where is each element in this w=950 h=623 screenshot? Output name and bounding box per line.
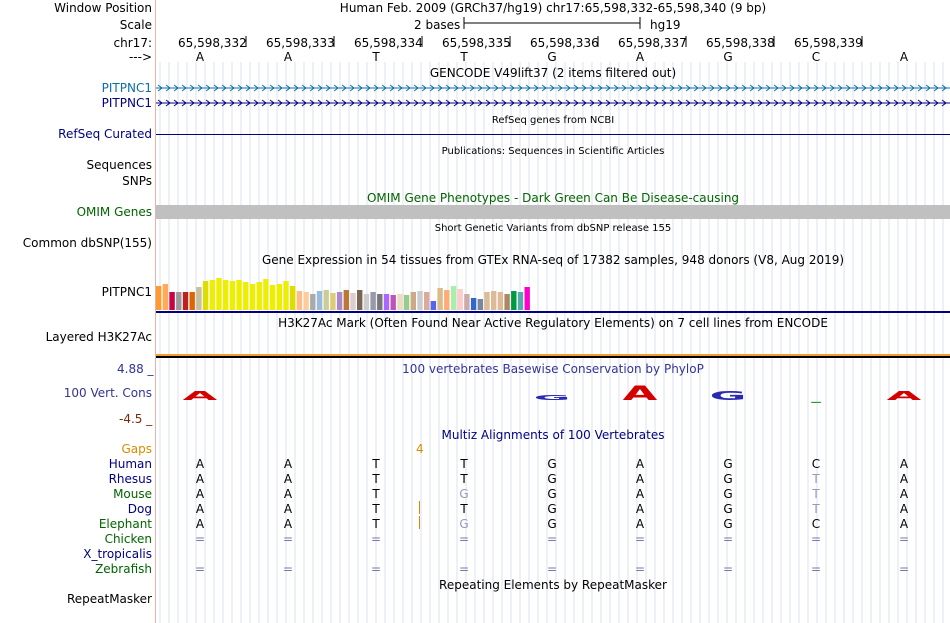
alignment-base: T	[460, 472, 468, 486]
dna-base: G	[723, 50, 733, 64]
window-position-value: Human Feb. 2009 (GRCh37/hg19) chr17:65,598,332-65,598,340 (9 bp)	[339, 1, 767, 15]
ruler-position-2: 65,598,333	[266, 36, 335, 50]
gtex-tissue-bar	[471, 298, 476, 310]
species-label-zebrafish[interactable]: Zebrafish	[95, 562, 152, 576]
species-label-dog[interactable]: Dog	[127, 502, 152, 516]
alignment-base: =	[810, 562, 822, 576]
phylop-track-title: 100 vertebrates Basewise Conservation by PhyloP	[402, 362, 704, 376]
gtex-tissue-bar	[203, 281, 208, 310]
species-label-x_tropicalis[interactable]: X_tropicalis	[83, 547, 152, 561]
alignment-base: T	[372, 517, 380, 531]
gtex-tissue-bar	[216, 278, 221, 310]
alignment-base: A	[635, 517, 645, 531]
gtex-tissue-bar	[491, 291, 496, 310]
alignment-base: =	[546, 532, 558, 546]
alignment-base: A	[635, 472, 645, 486]
gtex-tissue-bar	[324, 290, 329, 310]
alignment-base: A	[899, 502, 909, 516]
scale-label: Scale	[119, 18, 152, 32]
omim-gene-bar[interactable]	[156, 205, 950, 219]
gaps-label[interactable]: Gaps	[121, 442, 152, 456]
publications-sequences-label[interactable]: Sequences	[86, 158, 152, 172]
h3k27ac-signal-black	[156, 356, 950, 358]
gtex-tissue-bar	[250, 284, 255, 310]
alignment-base: A	[899, 517, 909, 531]
alignment-base: A	[635, 487, 645, 501]
repeatmasker-track-title: Repeating Elements by RepeatMasker	[439, 578, 667, 592]
gtex-tissue-bar	[350, 293, 355, 310]
gtex-tissue-bar	[404, 295, 409, 310]
alignment-base: T	[460, 502, 468, 516]
gtex-tissue-bar	[424, 292, 429, 310]
alignment-base: A	[195, 517, 205, 531]
phylop-min-value: -4.5 _	[119, 412, 153, 426]
phylop-conservation-logo[interactable]	[156, 378, 950, 408]
alignment-base: T	[812, 472, 820, 486]
gtex-tissue-bar	[277, 284, 282, 310]
omim-track-label[interactable]: OMIM Genes	[76, 205, 152, 219]
gtex-tissue-bar	[417, 291, 422, 310]
refseq-track-title: RefSeq genes from NCBI	[491, 115, 615, 126]
gtex-tissue-bar	[377, 294, 382, 310]
alignment-base: G	[723, 457, 733, 471]
alignment-base: T	[372, 472, 380, 486]
gtex-tissue-bar	[464, 294, 469, 310]
gtex-tissue-bar	[190, 292, 195, 310]
window-position-label: Window Position	[54, 1, 152, 15]
dna-base: G	[547, 50, 557, 64]
alignment-base: =	[194, 532, 206, 546]
gtex-expression-bars[interactable]	[156, 268, 556, 312]
alignment-base: G	[547, 472, 557, 486]
dna-base: T	[460, 50, 468, 64]
scale-bases: 2 bases	[414, 18, 461, 32]
publications-snps-label[interactable]: SNPs	[122, 174, 152, 188]
alignment-base: G	[459, 517, 469, 531]
gtex-tissue-bar	[263, 279, 268, 310]
gtex-tissue-bar	[156, 286, 161, 310]
scale-bar	[462, 16, 644, 30]
ruler-position-6: 65,598,337	[618, 36, 687, 50]
gencode-item-label-2[interactable]: PITPNC1	[101, 96, 152, 110]
ruler-position-3: 65,598,334	[354, 36, 423, 50]
gtex-tissue-bar	[176, 292, 181, 310]
gtex-tissue-bar	[391, 295, 396, 310]
alignment-base: =	[370, 532, 382, 546]
repeatmasker-track-label[interactable]: RepeatMasker	[66, 592, 152, 606]
gtex-tissue-bar	[337, 292, 342, 310]
gtex-tissue-bar	[196, 287, 201, 310]
dna-base: A	[899, 50, 909, 64]
gtex-tissue-bar	[444, 290, 449, 310]
gtex-tissue-bar	[163, 284, 168, 310]
alignment-base: =	[458, 562, 470, 576]
gtex-tissue-bar	[498, 292, 503, 310]
alignment-base: G	[723, 472, 733, 486]
gtex-tissue-bar	[384, 294, 389, 310]
alignment-base: =	[458, 532, 470, 546]
h3k27ac-track-label[interactable]: Layered H3K27Ac	[45, 330, 152, 344]
publications-track-title: Publications: Sequences in Scientific Articles	[441, 146, 665, 157]
species-label-mouse[interactable]: Mouse	[113, 487, 152, 501]
gtex-track-title: Gene Expression in 54 tissues from GTEx RNA-seq of 17382 samples, 948 donors (V8, Aug 2019)	[261, 253, 845, 267]
gtex-tissue-bar	[270, 285, 275, 310]
phylop-logo-letter: G	[709, 388, 747, 404]
phylop-logo-letter: A	[886, 388, 922, 404]
alignment-base: =	[194, 562, 206, 576]
gtex-tissue-bar	[357, 290, 362, 310]
alignment-base: A	[283, 502, 293, 516]
dna-base: A	[283, 50, 293, 64]
alignment-base: T	[460, 457, 468, 471]
alignment-base: A	[899, 457, 909, 471]
gtex-tissue-bar	[243, 282, 248, 310]
species-label-rhesus[interactable]: Rhesus	[108, 472, 152, 486]
gtex-tissue-bar	[511, 291, 516, 310]
refseq-track-label[interactable]: RefSeq Curated	[58, 127, 152, 141]
alignment-base: A	[635, 457, 645, 471]
gencode-transcript-2[interactable]	[156, 97, 950, 109]
dna-base: T	[372, 50, 380, 64]
alignment-base: =	[634, 562, 646, 576]
gaps-count: 4	[416, 442, 424, 456]
gencode-track-title: GENCODE V49lift37 (2 items filtered out)	[429, 66, 677, 80]
alignment-base: T	[372, 502, 380, 516]
gtex-tissue-bar	[210, 280, 215, 310]
gtex-track-label[interactable]: PITPNC1	[101, 285, 152, 299]
gtex-tissue-bar	[484, 292, 489, 310]
alignment-base: A	[899, 472, 909, 486]
alignment-base: A	[283, 472, 293, 486]
elephant-insert-marker	[419, 516, 420, 529]
ruler-position-8: 65,598,339	[794, 36, 863, 50]
alignment-base: T	[372, 457, 380, 471]
alignment-base: A	[635, 502, 645, 516]
alignment-base: =	[282, 532, 294, 546]
omim-track-title: OMIM Gene Phenotypes - Dark Green Can Be Disease-causing	[366, 191, 740, 205]
phylop-logo-letter: _	[811, 388, 821, 403]
strand-arrow-label: --->	[128, 50, 152, 64]
scale-assembly: hg19	[650, 18, 681, 32]
refseq-gene-line[interactable]	[156, 134, 950, 135]
alignment-base: G	[547, 487, 557, 501]
gtex-tissue-bar	[330, 293, 335, 310]
gtex-tissue-bar	[257, 282, 262, 310]
ruler-position-7: 65,598,338	[706, 36, 775, 50]
gtex-tissue-bar	[230, 281, 235, 310]
gtex-tissue-bar	[504, 294, 509, 310]
alignment-base: A	[283, 517, 293, 531]
gtex-tissue-bar	[283, 281, 288, 310]
alignment-base: G	[723, 502, 733, 516]
alignment-base: A	[195, 457, 205, 471]
alignment-base: =	[722, 532, 734, 546]
gtex-tissue-bar	[344, 290, 349, 310]
alignment-base: A	[283, 457, 293, 471]
alignment-base: =	[546, 562, 558, 576]
dbsnp-track-label[interactable]: Common dbSNP(155)	[22, 236, 152, 250]
alignment-base: G	[547, 457, 557, 471]
alignment-base: G	[547, 517, 557, 531]
gtex-tissue-bar	[310, 294, 315, 310]
alignment-base: T	[372, 487, 380, 501]
alignment-base: C	[811, 457, 821, 471]
alignment-base: =	[898, 562, 910, 576]
gtex-tissue-bar	[223, 280, 228, 310]
ruler-position-5: 65,598,336	[530, 36, 599, 50]
gencode-item-label-1[interactable]: PITPNC1	[101, 81, 152, 95]
alignment-base: G	[547, 502, 557, 516]
species-label-human[interactable]: Human	[108, 457, 152, 471]
alignment-base: =	[282, 562, 294, 576]
phylop-logo-letter: G	[533, 393, 571, 402]
gtex-tissue-bar	[437, 288, 442, 310]
gtex-tissue-bar	[431, 301, 436, 310]
dna-base: A	[635, 50, 645, 64]
alignment-base: A	[283, 487, 293, 501]
alignment-base: =	[898, 532, 910, 546]
alignment-base: A	[899, 487, 909, 501]
gtex-tissue-bar	[236, 280, 241, 310]
gtex-tissue-bar	[525, 287, 530, 310]
gtex-baseline	[156, 311, 950, 313]
gtex-tissue-bar	[303, 292, 308, 310]
gtex-tissue-bar	[183, 292, 188, 310]
alignment-base: =	[722, 562, 734, 576]
gtex-tissue-bar	[297, 291, 302, 310]
gencode-transcript-1[interactable]	[156, 82, 950, 94]
alignment-base: T	[812, 487, 820, 501]
gtex-tissue-bar	[397, 294, 402, 310]
alignment-base: A	[195, 502, 205, 516]
alignment-base: T	[812, 502, 820, 516]
alignment-base: G	[459, 487, 469, 501]
dbsnp-track-title: Short Genetic Variants from dbSNP release 155	[434, 223, 672, 234]
dna-base: A	[195, 50, 205, 64]
alignment-base: =	[370, 562, 382, 576]
gtex-tissue-bar	[411, 292, 416, 310]
gtex-tissue-bar	[290, 286, 295, 310]
dna-base: C	[811, 50, 821, 64]
gtex-tissue-bar	[317, 291, 322, 310]
alignment-base: G	[723, 517, 733, 531]
alignment-base: A	[195, 472, 205, 486]
gtex-tissue-bar	[451, 286, 456, 310]
gtex-tissue-bar	[364, 294, 369, 310]
ruler-position-1: 65,598,332	[178, 36, 247, 50]
gtex-tissue-bar	[478, 299, 483, 310]
alignment-base: G	[723, 487, 733, 501]
phylop-max-value: 4.88 _	[117, 362, 154, 376]
phylop-logo-letter: A	[182, 388, 218, 404]
alignment-base: =	[634, 532, 646, 546]
alignment-base: A	[195, 487, 205, 501]
phylop-track-label[interactable]: 100 Vert. Cons	[63, 386, 152, 400]
ruler-position-4: 65,598,335	[442, 36, 511, 50]
h3k27ac-track-title: H3K27Ac Mark (Often Found Near Active Regulatory Elements) on 7 cell lines from ENCODE	[278, 316, 828, 330]
dog-insert-marker	[419, 501, 420, 514]
gtex-tissue-bar	[518, 292, 523, 310]
species-label-elephant[interactable]: Elephant	[98, 517, 152, 531]
species-label-chicken[interactable]: Chicken	[104, 532, 152, 546]
phylop-logo-letter: A	[622, 382, 658, 406]
gtex-tissue-bar	[458, 289, 463, 310]
multiz-track-title: Multiz Alignments of 100 Vertebrates	[441, 428, 665, 442]
alignment-base: =	[810, 532, 822, 546]
gtex-tissue-bar	[370, 292, 375, 310]
chrom-label[interactable]: chr17:	[113, 36, 152, 50]
gtex-tissue-bar	[169, 292, 174, 310]
ruler-ticks	[0, 34, 950, 48]
alignment-base: C	[811, 517, 821, 531]
